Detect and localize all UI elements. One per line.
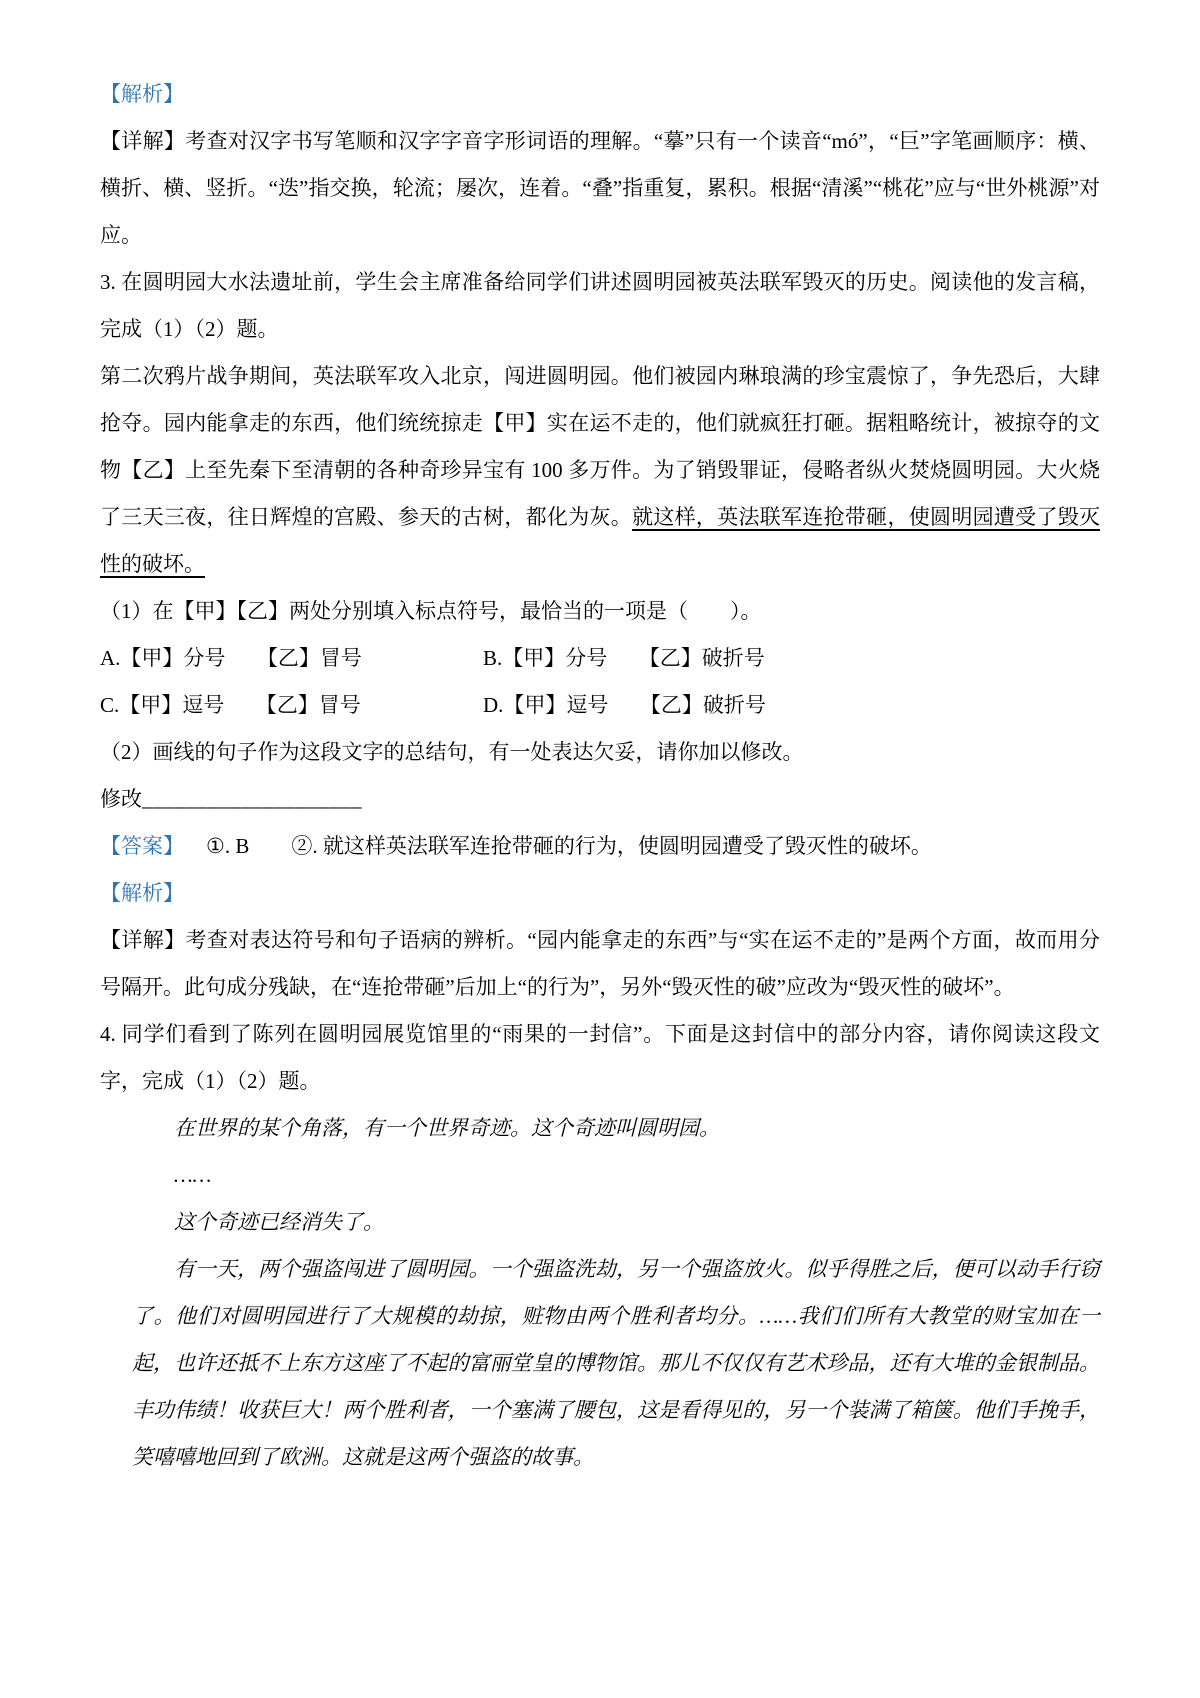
passage-underlined-sentence: 就这样，英法联军连抢带砸，使圆明园遭受了毁灭性的破坏。 <box>100 505 1101 576</box>
options-row-cd <box>100 682 1100 729</box>
question-4-intro: 4. 同学们看到了陈列在圆明园展览馆里的“雨果的一封信”。下面是这封信中的部分内容，请你阅读这段文字，完成（1）（2）题。 <box>100 1022 1100 1093</box>
options-row-ab <box>100 635 1100 682</box>
detail-explanation-2: 【详解】考查对表达符号和句子语病的辨析。“园内能拿走的东西”与“实在运不走的”是两个方面，故而用分号隔开。此句成分残缺，在“连抢带砸”后加上“的行为”，另外“毁灭性的破”应改为“毁灭性的破坏”。 <box>100 928 1100 999</box>
analysis-heading-2 <box>100 870 1100 917</box>
analysis-heading-1 <box>100 71 1100 118</box>
option-b: B.【甲】分号 【乙】破折号 <box>483 646 765 670</box>
letter-paragraph-3: 有一天，两个强盗闯进了圆明园。一个强盗洗劫，另一个强盗放火。似乎得胜之后，便可以动手行窃了。他们对圆明园进行了大规模的劫掠，赃物由两个胜利者均分。……我们们所有大教堂的财宝加在一起，也许还抵不上东方这座了不起的富丽堂皇的博物馆。那儿不仅仅有艺术珍品，还有大堆的金银制品。丰功伟绩！收获巨大！两个胜利者，一个塞满了腰包，这是看得见的，另一个装满了箱箧。他们手挽手，笑嘻嘻地回到了欧洲。这就是这两个强盗的故事。 <box>132 1257 1100 1469</box>
option-c: C.【甲】逗号 【乙】冒号 <box>100 693 361 717</box>
answer-text: ①. B ②. 就这样英法联军连抢带砸的行为，使圆明园遭受了毁灭性的破坏。 <box>206 834 932 858</box>
letter-paragraph-1: 在世界的某个角落，有一个世界奇迹。这个奇迹叫圆明园。 <box>174 1116 720 1140</box>
question-3-sub2-stem: （2）画线的句子作为这段文字的总结句，有一处表达欠妥，请你加以修改。 <box>100 740 804 764</box>
passage-main-text: 第二次鸦片战争期间，英法联军攻入北京，闯进圆明园。他们被园内琳琅满的珍宝震惊了，争先恐后，大肆抢夺。园内能拿走的东西，他们统统掠走【甲】实在运不走的，他们就疯狂打砸。据粗略统计，被掠夺的文物【乙】上至先秦下至清朝的各种奇珍异宝有 100 多万件。为了销毁罪证，侵略者纵火焚烧圆明园。大火烧了三天三夜，往日辉煌的宫殿、参天的古树，都化为灰。 <box>100 364 1100 529</box>
option-a: A.【甲】分号 【乙】冒号 <box>100 646 362 670</box>
letter-ellipsis: …… <box>174 1163 212 1187</box>
speech-passage <box>100 353 1100 588</box>
revise-line <box>100 776 1100 823</box>
hugo-letter-excerpt <box>100 1105 1100 1481</box>
letter-paragraph-2: 这个奇迹已经消失了。 <box>174 1210 384 1234</box>
revise-label: 修改 <box>100 787 142 811</box>
analysis-label: 【解析】 <box>100 881 184 905</box>
analysis-label: 【解析】 <box>100 82 184 106</box>
answer-label: 【答案】 <box>100 834 184 858</box>
answer-line <box>100 823 1100 870</box>
answer-blank: ____________________ <box>142 787 362 811</box>
option-d: D.【甲】逗号 【乙】破折号 <box>483 693 766 717</box>
question-3-intro: 3. 在圆明园大水法遗址前，学生会主席准备给同学们讲述圆明园被英法联军毁灭的历史。阅读他的发言稿，完成（1）（2）题。 <box>100 270 1100 341</box>
detail-explanation-1: 【详解】考查对汉字书写笔顺和汉字字音字形词语的理解。“摹”只有一个读音“mó”，“巨”字笔画顺序：横、横折、横、竖折。“迭”指交换，轮流；屡次，连着。“叠”指重复，累积。根据“清溪”“桃花”应与“世外桃源”对应。 <box>100 129 1100 247</box>
question-3-sub1-stem: （1）在【甲】【乙】两处分别填入标点符号，最恰当的一项是（ ）。 <box>100 599 762 623</box>
